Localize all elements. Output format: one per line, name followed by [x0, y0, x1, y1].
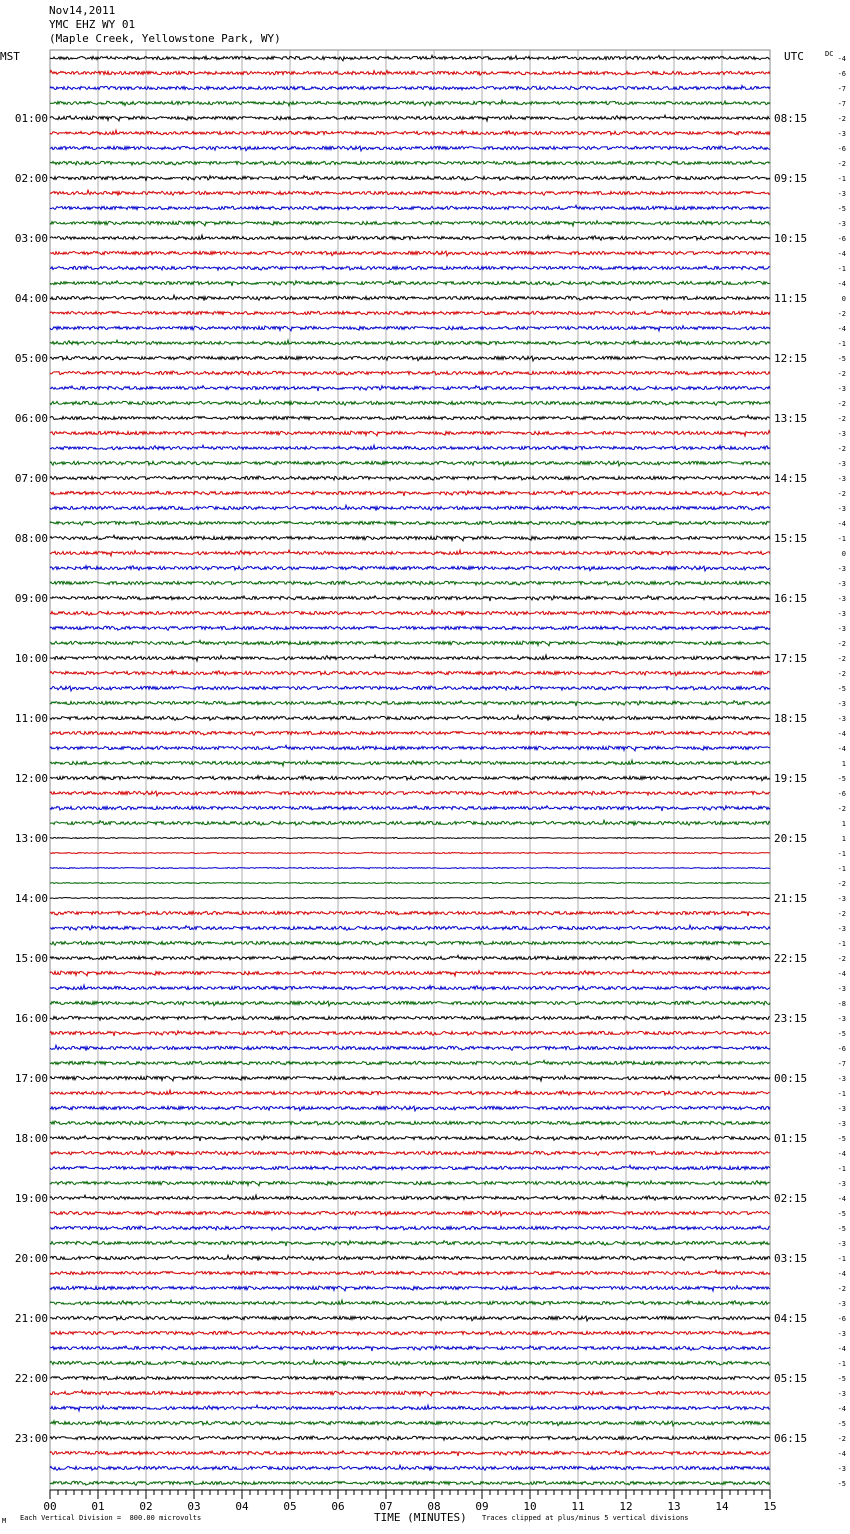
dc-offset-label: -3 [837, 1390, 846, 1398]
dc-offset-label: -5 [837, 1135, 846, 1143]
seismic-trace [50, 1181, 770, 1186]
seismic-trace [50, 1045, 770, 1050]
utc-hour-label: 05:15 [774, 1372, 808, 1385]
dc-offset-label: -2 [837, 640, 846, 648]
dc-label: DC [825, 50, 834, 58]
utc-hour-label: 19:15 [774, 772, 808, 785]
mst-hour-label: 10:00 [14, 652, 48, 665]
mst-hour-label: 01:00 [14, 112, 48, 125]
seismic-trace [50, 1226, 770, 1230]
dc-offset-label: -1 [837, 265, 846, 273]
utc-hour-label: 16:15 [774, 592, 808, 605]
seismic-trace [50, 130, 770, 135]
dc-offset-label: -4 [837, 325, 846, 333]
seismic-trace [50, 1255, 770, 1260]
dc-offset-label: -8 [837, 1000, 846, 1008]
dc-offset-label: -4 [837, 520, 846, 528]
mst-hour-label: 23:00 [14, 1432, 48, 1445]
seismic-trace [50, 745, 770, 751]
seismic-trace [50, 220, 770, 226]
dc-offset-label: -5 [837, 205, 846, 213]
seismic-trace [50, 400, 770, 405]
seismic-trace [50, 566, 770, 571]
seismic-trace [50, 70, 770, 75]
dc-offset-label: -3 [837, 385, 846, 393]
dc-offset-label: -4 [837, 745, 846, 753]
seismic-trace [50, 476, 770, 480]
seismic-trace [50, 686, 770, 691]
dc-offset-label: -3 [837, 565, 846, 573]
seismic-trace [50, 1451, 770, 1456]
seismic-trace [50, 941, 770, 945]
seismic-trace [50, 386, 770, 391]
dc-offset-label: -3 [837, 1180, 846, 1188]
seismic-trace [50, 1346, 770, 1351]
dc-offset-label: -2 [837, 310, 846, 318]
mst-hour-label: 07:00 [14, 472, 48, 485]
dc-offset-label: -3 [837, 895, 846, 903]
mst-hour-label: 02:00 [14, 172, 48, 185]
dc-offset-label: -4 [837, 1270, 846, 1278]
seismic-trace [50, 100, 770, 106]
seismic-trace [50, 1165, 770, 1170]
x-tick-label: 00 [43, 1500, 57, 1513]
seismic-trace [50, 1121, 770, 1125]
x-tick-label: 03 [187, 1500, 201, 1513]
utc-hour-label: 06:15 [774, 1432, 808, 1445]
dc-offset-label: -5 [837, 1375, 846, 1383]
seismic-trace [50, 266, 770, 270]
seismic-trace [50, 701, 770, 706]
dc-offset-label: -3 [837, 1465, 846, 1473]
seismic-trace [50, 176, 770, 181]
seismic-trace [50, 56, 770, 61]
dc-offset-label: -1 [837, 1360, 846, 1368]
utc-hour-label: 18:15 [774, 712, 808, 725]
utc-hour-label: 17:15 [774, 652, 808, 665]
dc-offset-label: -1 [837, 340, 846, 348]
seismic-trace [50, 1300, 770, 1305]
dc-offset-label: -3 [837, 130, 846, 138]
dc-offset-label: -4 [837, 1345, 846, 1353]
x-axis-title: TIME (MINUTES) [374, 1511, 467, 1524]
dc-offset-label: 0 [841, 550, 846, 558]
x-tick-label: 14 [715, 1500, 729, 1513]
seismic-trace [50, 1465, 770, 1470]
dc-offset-label: -7 [837, 1060, 846, 1068]
mst-hour-label: 12:00 [14, 772, 48, 785]
dc-offset-label: -3 [837, 220, 846, 228]
dc-offset-label: -3 [837, 985, 846, 993]
dc-offset-label: -3 [837, 1240, 846, 1248]
dc-offset-label: -6 [837, 790, 846, 798]
x-tick-label: 04 [235, 1500, 249, 1513]
dc-offset-label: -3 [837, 1300, 846, 1308]
mst-hour-label: 22:00 [14, 1372, 48, 1385]
utc-hour-label: 09:15 [774, 172, 808, 185]
seismic-trace [50, 535, 770, 541]
dc-offset-label: -1 [837, 850, 846, 858]
seismic-trace [50, 281, 770, 286]
seismic-trace [50, 985, 770, 990]
seismic-trace [50, 340, 770, 345]
dc-offset-label: -2 [837, 400, 846, 408]
seismic-trace [50, 776, 770, 781]
utc-hour-label: 10:15 [774, 232, 808, 245]
utc-hour-label: 08:15 [774, 112, 808, 125]
utc-hour-label: 22:15 [774, 952, 808, 965]
dc-offset-label: -1 [837, 1165, 846, 1173]
dc-offset-label: -3 [837, 700, 846, 708]
dc-offset-label: 1 [841, 835, 846, 843]
seismic-trace [50, 806, 770, 811]
seismic-trace [50, 371, 770, 375]
dc-offset-label: -3 [837, 715, 846, 723]
dc-offset-label: -5 [837, 1210, 846, 1218]
x-tick-label: 09 [475, 1500, 489, 1513]
dc-offset-label: -1 [837, 535, 846, 543]
clip-note: Traces clipped at plus/minus 5 vertical divisions [482, 1514, 689, 1522]
dc-offset-label: -2 [837, 910, 846, 918]
mst-hour-label: 18:00 [14, 1132, 48, 1145]
dc-offset-label: -2 [837, 670, 846, 678]
mst-hour-label: 13:00 [14, 832, 48, 845]
x-tick-label: 01 [91, 1500, 105, 1513]
utc-hour-label: 04:15 [774, 1312, 808, 1325]
utc-hour-label: 12:15 [774, 352, 808, 365]
seismic-trace [50, 1031, 770, 1036]
dc-offset-label: -6 [837, 235, 846, 243]
seismic-trace [50, 1270, 770, 1275]
corner-mark: M [2, 1517, 7, 1525]
seismic-trace [50, 1241, 770, 1246]
seismic-trace [50, 581, 770, 585]
dc-offset-label: -3 [837, 580, 846, 588]
dc-offset-label: -1 [837, 1090, 846, 1098]
dc-offset-label: -2 [837, 415, 846, 423]
mst-hour-label: 16:00 [14, 1012, 48, 1025]
dc-offset-label: -5 [837, 355, 846, 363]
dc-offset-label: -2 [837, 805, 846, 813]
mst-hour-label: 03:00 [14, 232, 48, 245]
dc-offset-label: -2 [837, 1285, 846, 1293]
seismic-trace [50, 791, 770, 796]
utc-hour-label: 21:15 [774, 892, 808, 905]
dc-offset-label: -2 [837, 955, 846, 963]
seismic-trace [50, 1016, 770, 1020]
dc-offset-label: -2 [837, 880, 846, 888]
seismic-trace [50, 415, 770, 420]
dc-offset-label: -2 [837, 490, 846, 498]
dc-offset-label: -3 [837, 190, 846, 198]
dc-offset-label: -6 [837, 145, 846, 153]
dc-offset-label: -7 [837, 100, 846, 108]
dc-offset-label: -3 [837, 1330, 846, 1338]
seismic-trace [50, 550, 770, 556]
seismic-trace [50, 205, 770, 210]
utc-hour-label: 20:15 [774, 832, 808, 845]
seismic-trace [50, 1405, 770, 1411]
x-tick-label: 06 [331, 1500, 345, 1513]
dc-offset-label: -3 [837, 1015, 846, 1023]
utc-hour-label: 11:15 [774, 292, 808, 305]
x-tick-label: 08 [427, 1500, 441, 1513]
dc-offset-label: -6 [837, 70, 846, 78]
mst-hour-label: 04:00 [14, 292, 48, 305]
dc-offset-label: -2 [837, 445, 846, 453]
mst-hour-label: 20:00 [14, 1252, 48, 1265]
seismic-trace [50, 1436, 770, 1440]
dc-offset-label: -4 [837, 970, 846, 978]
seismic-trace [50, 1106, 770, 1111]
vertical-division-note: Each Vertical Division = 800.00 microvolts [20, 1514, 202, 1522]
station-location: (Maple Creek, Yellowstone Park, WY) [49, 32, 281, 45]
dc-offset-label: -3 [837, 1120, 846, 1128]
utc-hour-label: 02:15 [774, 1192, 808, 1205]
dc-offset-label: -4 [837, 1450, 846, 1458]
mst-hour-label: 15:00 [14, 952, 48, 965]
mst-hour-label: 09:00 [14, 592, 48, 605]
dc-offset-label: -3 [837, 475, 846, 483]
dc-offset-label: -4 [837, 250, 846, 258]
mst-hour-label: 11:00 [14, 712, 48, 725]
dc-offset-label: -3 [837, 595, 846, 603]
dc-offset-label: -7 [837, 85, 846, 93]
x-tick-label: 15 [763, 1500, 777, 1513]
mst-hour-label: 14:00 [14, 892, 48, 905]
seismic-trace [50, 295, 770, 300]
seismic-trace [50, 86, 770, 90]
mst-hour-label: 05:00 [14, 352, 48, 365]
seismic-trace [50, 115, 770, 121]
seismic-trace [50, 161, 770, 165]
dc-offset-label: -3 [837, 505, 846, 513]
dc-offset-label: -5 [837, 685, 846, 693]
seismic-trace [50, 461, 770, 466]
dc-offset-label: -1 [837, 940, 846, 948]
seismic-trace [50, 911, 770, 916]
seismic-trace [50, 1195, 770, 1200]
mst-hour-label: 19:00 [14, 1192, 48, 1205]
x-tick-label: 07 [379, 1500, 393, 1513]
seismic-trace [50, 326, 770, 331]
seismic-trace [50, 640, 770, 646]
x-tick-label: 12 [619, 1500, 633, 1513]
seismic-trace [50, 715, 770, 720]
utc-hour-label: 13:15 [774, 412, 808, 425]
seismic-trace [50, 925, 770, 930]
seismic-trace [50, 1376, 770, 1379]
seismic-trace [50, 970, 770, 976]
seismic-trace [50, 1421, 770, 1426]
dc-offset-label: -5 [837, 1030, 846, 1038]
dc-offset-label: -5 [837, 1225, 846, 1233]
seismic-trace [50, 655, 770, 661]
dc-offset-label: -3 [837, 1105, 846, 1113]
seismic-trace [50, 626, 770, 630]
seismic-trace [50, 1481, 770, 1485]
seismic-trace [50, 505, 770, 510]
dc-offset-label: -4 [837, 280, 846, 288]
dc-offset-label: -4 [837, 55, 846, 63]
seismic-trace [50, 955, 770, 960]
dc-offset-label: -3 [837, 1075, 846, 1083]
dc-offset-label: -1 [837, 175, 846, 183]
right-axis-label: UTC [784, 50, 804, 63]
seismic-trace [50, 837, 770, 838]
utc-hour-label: 00:15 [774, 1072, 808, 1085]
seismic-trace [50, 1136, 770, 1141]
seismic-trace [50, 1360, 770, 1365]
dc-offset-label: -4 [837, 730, 846, 738]
dc-offset-label: -5 [837, 775, 846, 783]
mst-hour-label: 08:00 [14, 532, 48, 545]
seismic-trace [50, 852, 770, 854]
seismic-trace [50, 235, 770, 240]
dc-offset-label: -4 [837, 1150, 846, 1158]
x-tick-label: 02 [139, 1500, 153, 1513]
seismic-trace [50, 760, 770, 766]
seismic-trace [50, 882, 770, 883]
seismic-trace [50, 610, 770, 615]
seismic-trace [50, 521, 770, 525]
seismic-trace [50, 445, 770, 450]
utc-hour-label: 03:15 [774, 1252, 808, 1265]
x-tick-label: 05 [283, 1500, 297, 1513]
seismic-trace [50, 491, 770, 496]
dc-offset-label: -3 [837, 460, 846, 468]
dc-offset-label: -6 [837, 1045, 846, 1053]
dc-offset-label: -2 [837, 370, 846, 378]
utc-hour-label: 15:15 [774, 532, 808, 545]
mst-hour-label: 21:00 [14, 1312, 48, 1325]
seismic-trace [50, 146, 770, 151]
dc-offset-label: -4 [837, 1195, 846, 1203]
x-tick-label: 10 [523, 1500, 537, 1513]
dc-offset-label: -5 [837, 1420, 846, 1428]
dc-offset-label: 0 [841, 295, 846, 303]
seismic-trace [50, 820, 770, 825]
seismic-trace [50, 1211, 770, 1216]
dc-offset-label: -3 [837, 430, 846, 438]
x-tick-label: 11 [571, 1500, 585, 1513]
dc-offset-label: -3 [837, 625, 846, 633]
seismic-trace [50, 1286, 770, 1291]
dc-offset-label: -6 [837, 1315, 846, 1323]
dc-offset-label: -5 [837, 1480, 846, 1488]
utc-hour-label: 01:15 [774, 1132, 808, 1145]
left-axis-label: MST [0, 50, 20, 63]
dc-offset-label: -1 [837, 1255, 846, 1263]
dc-offset-label: -2 [837, 160, 846, 168]
seismic-trace [50, 867, 770, 869]
seismic-trace [50, 596, 770, 601]
dc-offset-label: -2 [837, 1435, 846, 1443]
x-tick-label: 13 [667, 1500, 681, 1513]
mst-hour-label: 06:00 [14, 412, 48, 425]
seismic-trace [50, 1150, 770, 1155]
utc-hour-label: 23:15 [774, 1012, 808, 1025]
seismic-trace [50, 1075, 770, 1081]
dc-offset-label: -2 [837, 115, 846, 123]
seismic-trace [50, 1316, 770, 1321]
dc-offset-label: -1 [837, 865, 846, 873]
dc-offset-label: 1 [841, 760, 846, 768]
plot-date: Nov14,2011 [49, 4, 116, 17]
seismic-trace [50, 251, 770, 256]
seismic-trace [50, 897, 770, 899]
seismic-trace [50, 1060, 770, 1065]
dc-offset-label: 1 [841, 820, 846, 828]
seismic-trace [50, 310, 770, 315]
seismic-trace [50, 1331, 770, 1335]
seismic-trace [50, 356, 770, 361]
utc-hour-label: 14:15 [774, 472, 808, 485]
dc-offset-label: -3 [837, 925, 846, 933]
dc-offset-label: -2 [837, 655, 846, 663]
seismic-trace [50, 190, 770, 195]
seismic-trace [50, 1090, 770, 1095]
seismic-trace [50, 731, 770, 735]
seismic-trace [50, 431, 770, 436]
dc-offset-label: -3 [837, 610, 846, 618]
seismic-trace [50, 1390, 770, 1396]
mst-hour-label: 17:00 [14, 1072, 48, 1085]
dc-offset-label: -4 [837, 1405, 846, 1413]
seismic-trace [50, 1001, 770, 1006]
station-code: YMC EHZ WY 01 [49, 18, 136, 31]
seismic-trace [50, 671, 770, 676]
